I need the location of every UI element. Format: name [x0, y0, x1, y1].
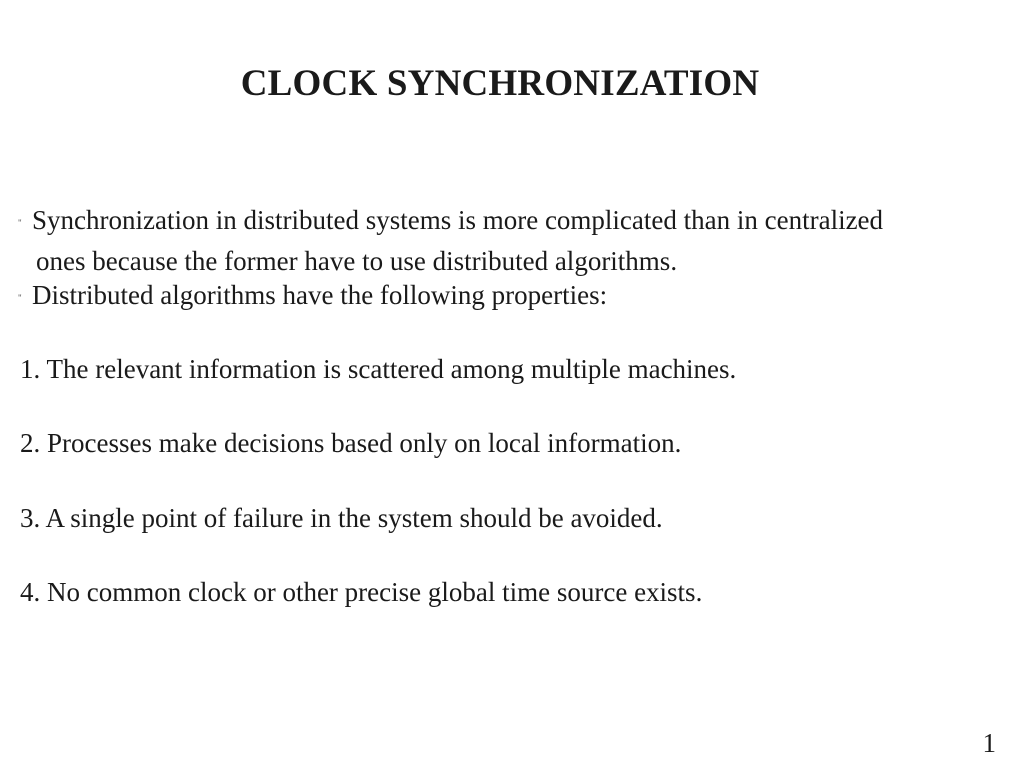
bullet-text-line-1: Distributed algorithms have the following properties:: [32, 280, 608, 310]
slide-title: CLOCK SYNCHRONIZATION: [240, 63, 760, 104]
bullet-synchronization: [18, 201, 1018, 280]
bullet-text-line-2: ones because the former have to use distributed algorithms.: [36, 245, 678, 276]
list-item-2: 2. Processes make decisions based only on local information.: [20, 428, 682, 458]
page-number: 1: [982, 728, 996, 758]
list-item-3: 3. A single point of failure in the system should be avoided.: [20, 503, 663, 533]
bullet-distributed-algorithms: [18, 276, 1018, 317]
bullet-text-line-1: Synchronization in distributed systems is more complicated than in centralized: [32, 205, 884, 235]
list-item-1: 1. The relevant information is scattered among multiple machines.: [20, 354, 737, 384]
bullet-marker: ": [18, 217, 22, 228]
list-item-4: 4. No common clock or other precise global time source exists.: [20, 577, 703, 607]
bullet-marker: ": [18, 292, 22, 303]
